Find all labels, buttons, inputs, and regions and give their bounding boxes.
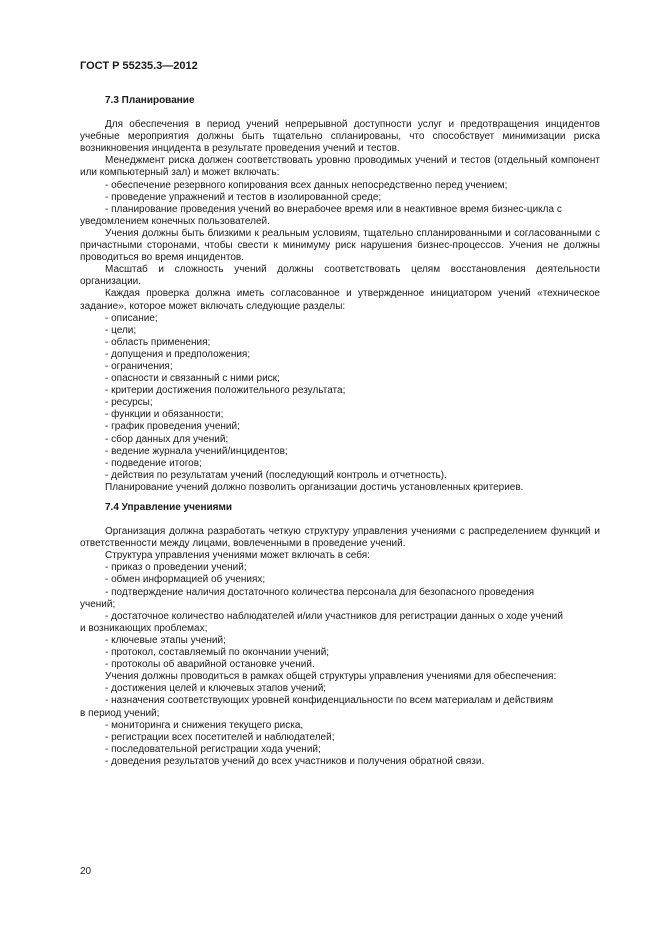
paragraph: Учения должны проводиться в рамках общей структуры управления учениями для обеспечения:	[105, 671, 557, 683]
list-item: - ключевые этапы учений;	[105, 634, 226, 646]
list-item: - обеспечение резервного копирования всех данных непосредственно перед учением;	[105, 179, 508, 191]
list-item: - действия по результатам учений (последующий контроль и отчетность).	[105, 469, 447, 481]
list-item-continuation: учений;	[80, 598, 116, 610]
list-item-continuation: и возникающих проблемах;	[80, 622, 208, 634]
paragraph: Планирование учений должно позволить организации достичь установленных критериев.	[105, 481, 524, 493]
section-title: 7.4 Управление учениями	[105, 502, 233, 513]
list-item: - функции и обязанности;	[105, 409, 224, 421]
list-item: - график проведения учений;	[105, 421, 240, 433]
section-title: 7.3 Планирование	[105, 95, 195, 106]
list-item: - описание;	[105, 312, 158, 324]
list-item: - доведения результатов учений до всех участников и получения обратной связи.	[105, 755, 485, 767]
list-item: - обмен информацией об учениях;	[105, 574, 266, 586]
list-item: - приказ о проведении учений;	[105, 562, 247, 574]
list-item: - достаточное количество наблюдателей и/или участников для регистрации данных о ходе учений	[105, 610, 563, 622]
list-item: - критерии достижения положительного результата;	[105, 385, 346, 397]
list-item: - последовательной регистрации хода учений;	[105, 743, 321, 755]
list-item-continuation: уведомлением конечных пользователей.	[80, 215, 270, 227]
list-item: - ограничения;	[105, 360, 173, 372]
list-item: - проведение упражнений и тестов в изолированной среде;	[105, 191, 382, 203]
list-item: - подтверждение наличия достаточного количества персонала для безопасного проведения	[105, 586, 535, 598]
list-item: - ресурсы;	[105, 397, 153, 409]
list-item: - протокол, составляемый по окончании учений;	[105, 647, 330, 659]
paragraph: Масштаб и сложность учений должны соответствовать целям восстановления деятельности организации.	[80, 264, 600, 288]
paragraph: Учения должны быть близкими к реальным условиям, тщательно спланированными и согласованными с причастными сторонами, чтобы свести к минимуму риск нарушения бизнес-процессов. Учения не должны проводиться во время инцидентов.	[80, 227, 600, 264]
document-header: ГОСТ Р 55235.3—2012	[80, 60, 198, 72]
paragraph: Каждая проверка должна иметь согласованное и утвержденное инициатором учений «техническое задание», которое может включать следующие разделы:	[80, 288, 600, 312]
list-item: - цели;	[105, 324, 137, 336]
list-item: - достижения целей и ключевых этапов учений;	[105, 683, 327, 695]
paragraph: Организация должна разработать четкую структуру управления учениями с распределением функций и ответственности между лицами, вовлеченными в проведение учений.	[80, 526, 600, 550]
paragraph: Менеджмент риска должен соответствовать уровню проводимых учений и тестов (отдельный компонент или компьютерный зал) и может включать:	[80, 155, 600, 179]
paragraph: Структура управления учениями может включать в себя:	[105, 550, 370, 562]
list-item-continuation: в период учений;	[80, 707, 160, 719]
list-item: - планирование проведения учений во внерабочее время или в неактивное время бизнес-цикла с	[105, 203, 562, 215]
document-body	[80, 95, 600, 768]
list-item: - сбор данных для учений;	[105, 433, 229, 445]
list-item: - назначения соответствующих уровней конфиденциальности по всем материалам и действиям	[105, 695, 554, 707]
list-item: - допущения и предположения;	[105, 348, 251, 360]
list-item: - область применения;	[105, 336, 211, 348]
list-item: - регистрации всех посетителей и наблюдателей;	[105, 731, 335, 743]
list-item: - подведение итогов;	[105, 457, 202, 469]
list-item: - ведение журнала учений/инцидентов;	[105, 445, 288, 457]
list-item: - протоколы об аварийной остановке учений.	[105, 659, 315, 671]
page-number: 20	[80, 866, 92, 877]
list-item: - опасности и связанный с ними риск;	[105, 373, 280, 385]
list-item: - мониторинга и снижения текущего риска,	[105, 719, 304, 731]
paragraph: Для обеспечения в период учений непрерывной доступности услуг и предотвращения инцидентов учебные мероприятия должны быть тщательно спланированы, что способствует минимизации риска возникновения инцидента в результате проведения учений и тестов.	[80, 119, 600, 155]
